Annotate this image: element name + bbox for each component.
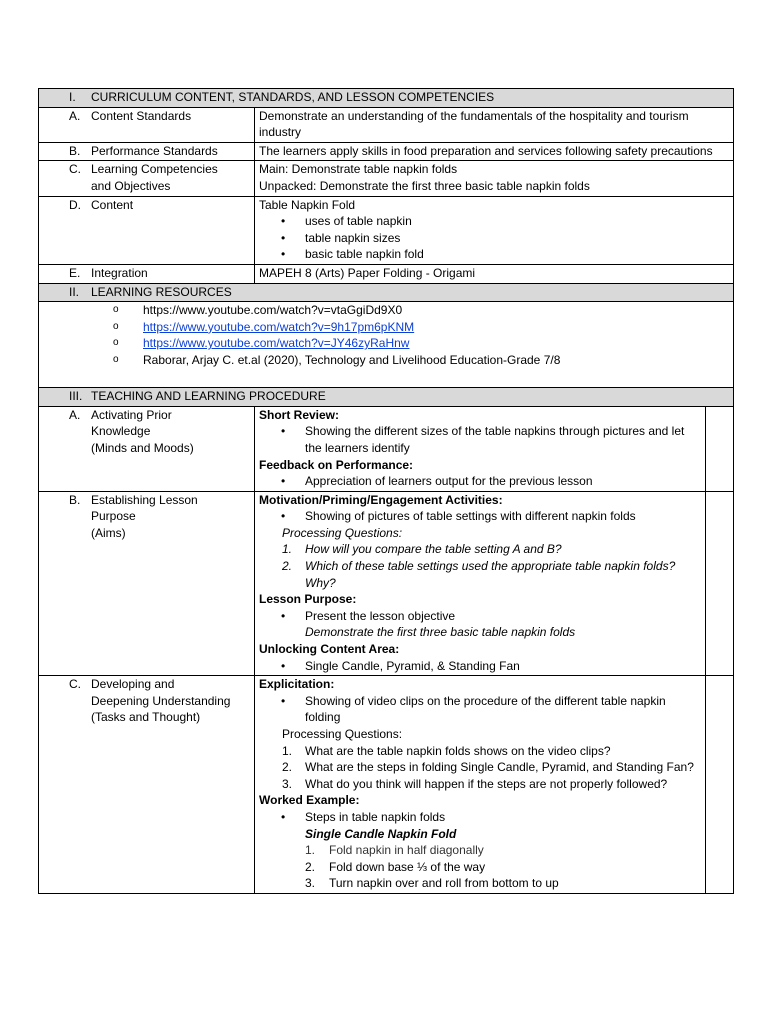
list-item: • basic table napkin fold — [281, 247, 424, 262]
circle-bullet-icon: o — [113, 337, 119, 349]
resource-reference: Raborar, Arjay C. et.al (2020), Technology and Livelihood Education-Grade 7/8 — [143, 352, 561, 367]
list-item: • Present the lesson objective — [281, 608, 456, 623]
section-title: LEARNING RESOURCES — [91, 284, 232, 299]
single-candle-subheading: Single Candle Napkin Fold — [305, 826, 457, 841]
bullet-marker: • — [281, 214, 286, 229]
circle-bullet-icon: o — [113, 320, 119, 332]
row-letter: C. — [69, 162, 81, 177]
list-item: 1. How will you compare the table setting A and B? — [282, 542, 562, 557]
resource-link-3[interactable]: https://www.youtube.com/watch?v=JY46zyRaHnw — [143, 336, 410, 351]
row-performance-standards — [39, 142, 734, 161]
number-marker: 2. — [282, 559, 293, 574]
short-review-heading: Short Review: — [259, 407, 340, 422]
row-label: Integration — [91, 265, 148, 280]
circle-bullet-icon: o — [113, 304, 119, 316]
bullet-marker: • — [281, 509, 286, 524]
row-letter: C. — [69, 677, 81, 692]
list-item: • Showing of pictures of table settings with different napkin folds — [281, 509, 636, 524]
section-title: TEACHING AND LEARNING PROCEDURE — [91, 389, 326, 404]
remarks-cell — [706, 676, 734, 894]
section-header-procedure — [39, 388, 734, 407]
processing-questions-label: Processing Questions: — [282, 727, 403, 741]
row-letter: D. — [69, 197, 81, 212]
list-item: • Single Candle, Pyramid, & Standing Fan — [281, 658, 520, 673]
row-integration — [39, 264, 734, 283]
list-item: 2. Which of these table settings used the appropriate table napkin folds? Why? — [282, 559, 676, 590]
lesson-plan-table — [38, 88, 734, 894]
list-item: 3. What do you think will happen if the steps are not properly followed? — [282, 776, 668, 791]
motivation-heading: Motivation/Priming/Engagement Activities: — [259, 492, 503, 507]
number-marker: 1. — [305, 843, 316, 858]
section-title: CURRICULUM CONTENT, STANDARDS, AND LESSON COMPETENCIES — [91, 90, 495, 104]
bullet-marker: • — [281, 230, 286, 245]
bullet-marker: • — [281, 608, 286, 623]
list-item: • Showing of video clips on the procedure of the different table napkin folding — [281, 693, 666, 725]
number-marker: 2. — [282, 760, 293, 775]
lesson-purpose-heading: Lesson Purpose: — [259, 592, 357, 607]
list-item: 1. What are the table napkin folds shows on the video clips? — [282, 743, 611, 758]
row-establishing-lesson-purpose — [39, 491, 734, 676]
section-number: II. — [69, 284, 80, 299]
section-number: I. — [69, 90, 76, 104]
resource-item — [43, 302, 729, 319]
row-letter: A. — [69, 407, 81, 422]
bullet-marker: • — [281, 474, 286, 489]
row-label: Establishing Lesson Purpose (Aims) — [91, 492, 198, 540]
unpacked-competency: Unpacked: Demonstrate the first three basic table napkin folds — [259, 178, 590, 193]
row-label: Performance Standards — [91, 143, 218, 158]
number-marker: 1. — [282, 743, 293, 758]
performance-standards-text: The learners apply skills in food preparation and services following safety precautions — [259, 143, 713, 158]
processing-questions-label: Processing Questions: — [282, 525, 403, 540]
lesson-objective: Demonstrate the first three basic table napkin folds — [305, 625, 576, 640]
bullet-marker: • — [281, 693, 286, 708]
row-letter: A. — [69, 108, 81, 123]
list-item: • uses of table napkin — [281, 214, 412, 229]
list-item: • Steps in table napkin folds — [281, 809, 446, 824]
row-label: Developing and Deepening Understanding (Tasks and Thought) — [91, 677, 231, 725]
row-label: Content Standards — [91, 108, 192, 123]
lesson-plan-document — [38, 88, 733, 894]
remarks-cell — [706, 491, 734, 676]
row-developing-understanding — [39, 676, 734, 894]
bullet-marker: • — [281, 424, 286, 439]
number-marker: 3. — [305, 876, 316, 891]
main-competency: Main: Demonstrate table napkin folds — [259, 162, 458, 177]
row-content — [39, 196, 734, 264]
resource-item — [43, 335, 729, 352]
row-resources — [39, 302, 734, 388]
list-item: • table napkin sizes — [281, 230, 401, 245]
number-marker: 3. — [282, 776, 293, 791]
list-item: 2. Fold down base ⅓ of the way — [305, 859, 486, 874]
number-marker: 1. — [282, 542, 293, 557]
explicitation-heading: Explicitation: — [259, 677, 335, 692]
row-letter: B. — [69, 492, 81, 507]
row-activating-prior-knowledge — [39, 406, 734, 491]
section-header-resources — [39, 283, 734, 302]
resource-url-1: https://www.youtube.com/watch?v=vtaGgiDd9X0 — [143, 303, 403, 318]
list-item: 1. Fold napkin in half diagonally — [305, 843, 484, 858]
number-marker: 2. — [305, 859, 316, 874]
bullet-marker: • — [281, 658, 286, 673]
list-item: 2. What are the steps in folding Single Candle, Pyramid, and Standing Fan? — [282, 760, 694, 775]
content-standards-text: Demonstrate an understanding of the fundamentals of the hospitality and tourism industry — [259, 108, 689, 140]
unlocking-heading: Unlocking Content Area: — [259, 642, 400, 657]
content-title: Table Napkin Fold — [259, 197, 356, 212]
row-letter: E. — [69, 265, 81, 280]
resource-item — [43, 352, 729, 369]
list-item: • Appreciation of learners output for the previous lesson — [281, 474, 593, 489]
resource-link-2[interactable]: https://www.youtube.com/watch?v=9h17pm6pKNM — [143, 319, 415, 334]
row-content-standards — [39, 107, 734, 142]
resource-item — [43, 319, 729, 336]
row-learning-competencies — [39, 161, 734, 196]
section-header-curriculum — [39, 89, 734, 108]
integration-text: MAPEH 8 (Arts) Paper Folding - Origami — [259, 265, 476, 280]
bullet-marker: • — [281, 809, 286, 824]
section-number: III. — [69, 389, 83, 404]
bullet-marker: • — [281, 247, 286, 262]
row-label: Content — [91, 197, 134, 212]
list-item: • Showing the different sizes of the table napkins through pictures and let the learners identify — [281, 424, 685, 455]
remarks-cell — [706, 406, 734, 491]
row-label: Learning Competencies and Objectives — [91, 162, 218, 193]
circle-bullet-icon: o — [113, 353, 119, 365]
feedback-heading: Feedback on Performance: — [259, 457, 414, 472]
row-label: Activating Prior Knowledge (Minds and Moods) — [91, 407, 194, 455]
list-item: 3. Turn napkin over and roll from bottom to up — [305, 876, 559, 891]
worked-example-heading: Worked Example: — [259, 793, 360, 808]
row-letter: B. — [69, 143, 81, 158]
